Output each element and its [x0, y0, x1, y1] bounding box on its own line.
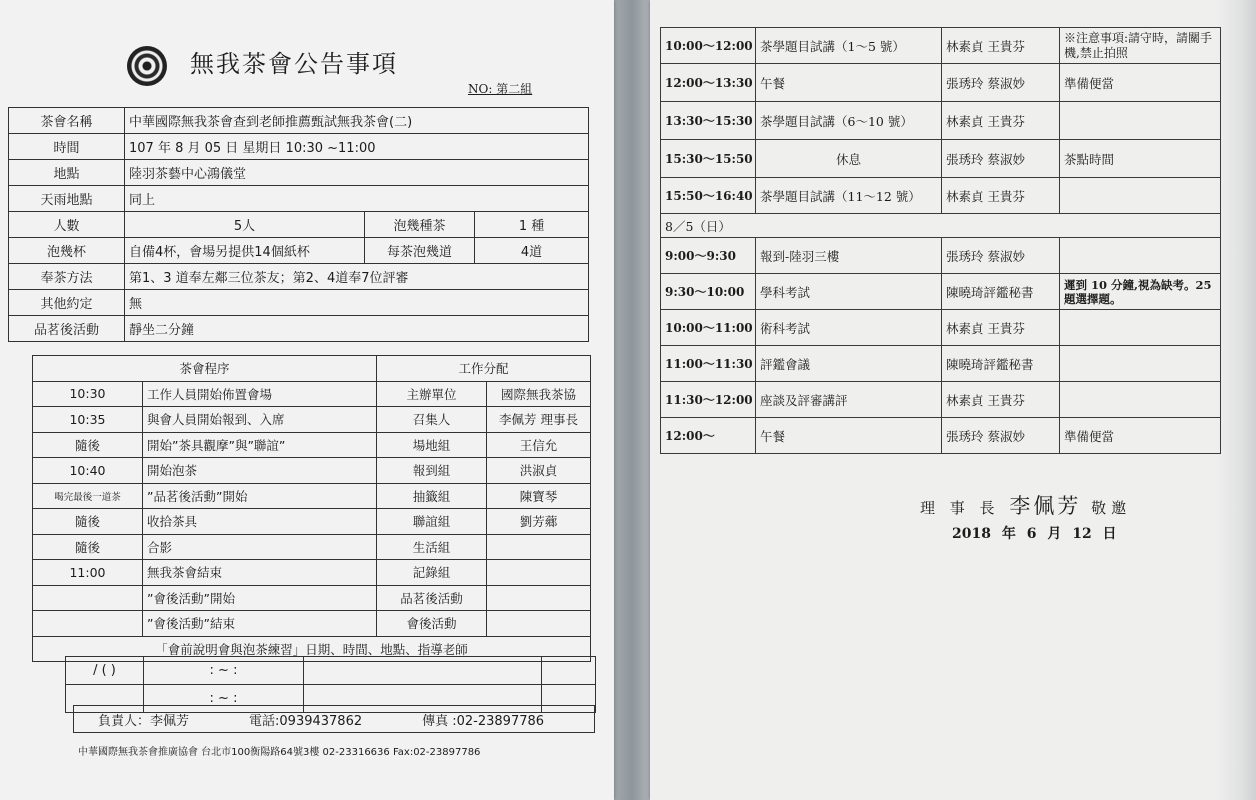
row-time: 11:30～12:00 — [661, 382, 756, 418]
row-item: 茶學題目試講（1～5 號） — [756, 28, 942, 64]
footer-person: 負責人：李佩芳 — [98, 713, 190, 729]
row-person: 張琇玲 蔡淑妙 — [942, 418, 1060, 454]
row-time: 9:30～10:00 — [661, 274, 756, 310]
row-person: 張琇玲 蔡淑妙 — [942, 140, 1060, 178]
table-row — [9, 108, 589, 134]
table-row — [661, 178, 1221, 214]
program-header: 茶會程序 — [33, 356, 377, 382]
table-row — [33, 534, 591, 560]
blank-date: / ( ) — [66, 657, 144, 685]
place-value: 陸羽茶藝中心鴻儀堂 — [125, 160, 589, 186]
name-value: 中華國際無我茶會查到老師推薦甄試無我茶會(二) — [125, 108, 589, 134]
row-item: 術科考試 — [756, 310, 942, 346]
row-note — [1060, 310, 1221, 346]
table-row — [9, 290, 589, 316]
row-role: 召集人 — [377, 407, 487, 433]
row-item: 座談及評審講評 — [756, 382, 942, 418]
table-row — [9, 186, 589, 212]
schedule-table — [660, 27, 1221, 454]
row-role: 會後活動 — [377, 611, 487, 637]
wall-gap — [612, 0, 652, 800]
time-value: 107 年 8 月 05 日 星期日 10:30 ~11:00 — [125, 134, 589, 160]
row-person — [487, 611, 591, 637]
row-item: 合影 — [143, 534, 377, 560]
after-label: 品茗後活動 — [9, 316, 125, 342]
row-note: 茶點時間 — [1060, 140, 1221, 178]
row-time: 12:00～ — [661, 418, 756, 454]
count-value: 5人 — [125, 212, 365, 238]
association-address: 中華國際無我茶會推廣協會 台北市100衡陽路64號3樓 02-23316636 Fax:02-23897786 — [78, 747, 481, 758]
row-person: 張琇玲 蔡淑妙 — [942, 238, 1060, 274]
signature-date: 2018 年 6 月 12 日 — [952, 526, 1117, 542]
row-time: 9:00～9:30 — [661, 238, 756, 274]
table-row — [661, 238, 1221, 274]
row-time: 11:00 — [33, 560, 143, 586]
tea-kinds-value: 1 種 — [475, 212, 589, 238]
work-header: 工作分配 — [377, 356, 591, 382]
row-person: 陳寶琴 — [487, 483, 591, 509]
row-person: 李佩芳 理事長 — [487, 407, 591, 433]
blank-cell — [542, 657, 596, 685]
row-person: 陳曉琦評鑑秘書 — [942, 274, 1060, 310]
table-row — [33, 381, 591, 407]
row-item: 工作人員開始佈置會場 — [143, 381, 377, 407]
row-item: 無我茶會結束 — [143, 560, 377, 586]
day-header: 8／5（日） — [661, 214, 1221, 238]
row-time: 10:00～12:00 — [661, 28, 756, 64]
footer-contact — [73, 705, 595, 733]
table-row — [661, 310, 1221, 346]
row-person — [487, 534, 591, 560]
other-value: 無 — [125, 290, 589, 316]
table-row — [33, 509, 591, 535]
table-row — [9, 134, 589, 160]
row-person: 洪淑貞 — [487, 458, 591, 484]
table-row — [33, 611, 591, 637]
row-item: ”會後活動”開始 — [143, 585, 377, 611]
tea-kinds-label: 泡幾種茶 — [365, 212, 475, 238]
row-role: 報到組 — [377, 458, 487, 484]
prep-header: 「會前說明會與泡茶練習」日期、時間、地點、指導老師 — [33, 636, 591, 662]
rain-label: 天雨地點 — [9, 186, 125, 212]
row-time: 10:40 — [33, 458, 143, 484]
row-time: 10:00～11:00 — [661, 310, 756, 346]
row-time: 10:35 — [33, 407, 143, 433]
rain-value: 同上 — [125, 186, 589, 212]
row-time — [33, 611, 143, 637]
association-logo-icon — [127, 46, 167, 86]
row-person: 林素貞 王貴芬 — [942, 28, 1060, 64]
table-row — [661, 346, 1221, 382]
table-row — [661, 140, 1221, 178]
time-label: 時間 — [9, 134, 125, 160]
row-item: 午餐 — [756, 64, 942, 102]
table-row — [66, 657, 596, 685]
row-time: 15:50～16:40 — [661, 178, 756, 214]
row-note — [1060, 346, 1221, 382]
info-table — [8, 107, 589, 342]
table-row — [661, 214, 1221, 238]
table-row — [661, 102, 1221, 140]
row-role: 場地組 — [377, 432, 487, 458]
table-row — [33, 560, 591, 586]
table-row — [661, 64, 1221, 102]
row-time: 10:30 — [33, 381, 143, 407]
table-row — [9, 264, 589, 290]
row-note: 準備便當 — [1060, 64, 1221, 102]
row-item: 開始泡茶 — [143, 458, 377, 484]
table-row — [33, 585, 591, 611]
row-time: 11:00～11:30 — [661, 346, 756, 382]
row-item: 與會人員開始報到、入席 — [143, 407, 377, 433]
count-label: 人數 — [9, 212, 125, 238]
row-note — [1060, 382, 1221, 418]
row-note — [1060, 178, 1221, 214]
row-person: 林素貞 王貴芬 — [942, 178, 1060, 214]
row-time: 隨後 — [33, 432, 143, 458]
row-person: 王信允 — [487, 432, 591, 458]
table-row — [33, 458, 591, 484]
row-item: 收拾茶具 — [143, 509, 377, 535]
table-row — [661, 382, 1221, 418]
row-note: 準備便當 — [1060, 418, 1221, 454]
table-row — [33, 483, 591, 509]
signature-title: 理 事 長 — [920, 499, 1000, 517]
row-time: 隨後 — [33, 534, 143, 560]
row-role: 抽籤組 — [377, 483, 487, 509]
row-item: 茶學題目試講（11～12 號） — [756, 178, 942, 214]
rounds-value: 4道 — [475, 238, 589, 264]
row-person — [487, 560, 591, 586]
row-item: 休息 — [756, 140, 942, 178]
cups-label: 泡幾杯 — [9, 238, 125, 264]
footer-phone: 電話:0939437862 — [249, 713, 363, 729]
page-title: 無我茶會公告事項 — [190, 50, 398, 78]
row-role: 記錄組 — [377, 560, 487, 586]
table-header-row — [33, 356, 591, 382]
table-row — [661, 274, 1221, 310]
row-time: 12:00～13:30 — [661, 64, 756, 102]
signature-line — [920, 490, 1131, 520]
table-row — [661, 418, 1221, 454]
row-time: 15:30～15:50 — [661, 140, 756, 178]
program-table — [32, 355, 591, 662]
row-note: ※注意事項:請守時，請關手機,禁止拍照 — [1060, 28, 1221, 64]
row-person: 張琇玲 蔡淑妙 — [942, 64, 1060, 102]
place-label: 地點 — [9, 160, 125, 186]
row-person: 陳曉琦評鑑秘書 — [942, 346, 1060, 382]
table-row — [9, 238, 589, 264]
row-item: 午餐 — [756, 418, 942, 454]
paper-edge — [1216, 0, 1256, 800]
left-notice-sheet — [0, 0, 614, 800]
serve-label: 奉茶方法 — [9, 264, 125, 290]
row-item: 報到-陸羽三樓 — [756, 238, 942, 274]
after-value: 靜坐二分鐘 — [125, 316, 589, 342]
row-person: 林素貞 王貴芬 — [942, 102, 1060, 140]
row-item: 評鑑會議 — [756, 346, 942, 382]
row-role: 生活組 — [377, 534, 487, 560]
cups-value: 自備4杯，會場另提供14個紙杯 — [125, 238, 365, 264]
row-item: 茶學題目試講（6～10 號） — [756, 102, 942, 140]
table-row — [9, 316, 589, 342]
row-time: 喝完最後一道茶 — [33, 483, 143, 509]
table-row — [33, 407, 591, 433]
table-row — [9, 212, 589, 238]
table-row — [33, 432, 591, 458]
row-item: ”品茗後活動”開始 — [143, 483, 377, 509]
signature-end: 敬邀 — [1091, 499, 1132, 517]
row-person: 林素貞 王貴芬 — [942, 382, 1060, 418]
row-note — [1060, 238, 1221, 274]
row-time: 13:30～15:30 — [661, 102, 756, 140]
row-item: ”會後活動”結束 — [143, 611, 377, 637]
rounds-label: 每茶泡幾道 — [365, 238, 475, 264]
row-role: 品茗後活動 — [377, 585, 487, 611]
signature-name: 李佩芳 — [1009, 494, 1082, 518]
table-row — [661, 28, 1221, 64]
group-number: NO: 第二組 — [468, 82, 533, 96]
other-label: 其他約定 — [9, 290, 125, 316]
row-item: 學科考試 — [756, 274, 942, 310]
blank-time: : ~ : — [144, 685, 304, 713]
row-note: 遲到 10 分鐘,視為缺考。25 題選擇題。 — [1060, 274, 1221, 310]
row-role: 主辦單位 — [377, 381, 487, 407]
row-item: 開始”茶具觀摩”與”聯誼” — [143, 432, 377, 458]
blank-time: : ~ : — [144, 657, 304, 685]
row-role: 聯誼組 — [377, 509, 487, 535]
serve-value: 第1、3 道奉左鄰三位茶友；第2、4道奉7位評審 — [125, 264, 589, 290]
row-time — [33, 585, 143, 611]
row-person: 劉芳薌 — [487, 509, 591, 535]
table-row — [9, 160, 589, 186]
row-time: 隨後 — [33, 509, 143, 535]
name-label: 茶會名稱 — [9, 108, 125, 134]
footer-fax: 傳真 :02-23897786 — [422, 713, 545, 729]
row-person: 國際無我茶協 — [487, 381, 591, 407]
row-person — [487, 585, 591, 611]
blank-cell — [304, 657, 542, 685]
row-person: 林素貞 王貴芬 — [942, 310, 1060, 346]
row-note — [1060, 102, 1221, 140]
